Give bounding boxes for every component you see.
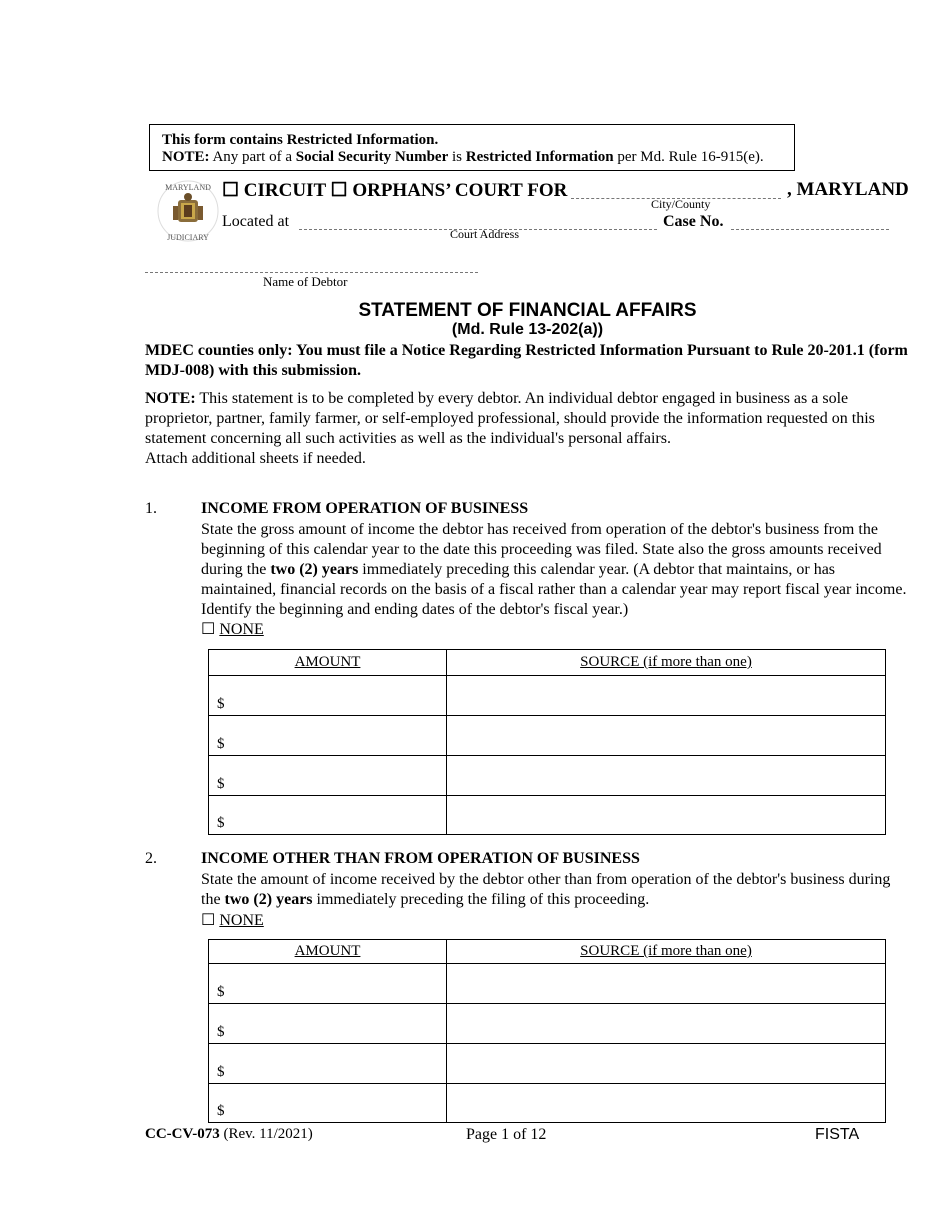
none-option (201, 910, 264, 930)
amount-cell[interactable]: $ (209, 756, 447, 796)
form-code: FISTA (815, 1126, 860, 1143)
table-row (209, 1004, 886, 1044)
table-row (209, 716, 886, 756)
form-id: CC-CV-073 (Rev. 11/2021) (145, 1126, 313, 1142)
source-cell[interactable] (447, 1084, 886, 1123)
note-paragraph: NOTE: This statement is to be completed by every debtor. An individual debtor engaged in business as a sole proprietor, partner, family farmer, or self-employed professional, should provide the information requested on this statement concerning all such activities as well as the individual's personal affairs. (145, 390, 875, 447)
maryland-judiciary-seal-icon (156, 178, 220, 244)
none-checkbox[interactable]: ☐ (201, 621, 216, 638)
page-number: Page 1 of 12 (466, 1126, 547, 1143)
income-table (208, 939, 886, 1123)
income-table (208, 649, 886, 835)
source-cell[interactable] (447, 1004, 886, 1044)
state-label: , MARYLAND (787, 179, 909, 200)
city-county-label: City/County (651, 197, 711, 211)
name-of-debtor-label: Name of Debtor (263, 274, 348, 289)
section-heading: INCOME FROM OPERATION OF BUSINESS (201, 500, 529, 517)
seal-text-bottom: JUDICIARY (167, 233, 209, 242)
table-row (209, 676, 886, 716)
table-row (209, 1084, 886, 1123)
court-address-label: Court Address (450, 227, 519, 241)
located-at-label: Located at (222, 213, 290, 230)
restricted-info-notice (149, 124, 795, 171)
case-number-field[interactable] (731, 229, 889, 230)
none-checkbox[interactable]: ☐ (201, 912, 216, 929)
amount-cell[interactable]: $ (209, 1044, 447, 1084)
section-number: 2. (145, 850, 157, 867)
amount-cell[interactable]: $ (209, 796, 447, 835)
column-header-amount: AMOUNT (209, 650, 447, 676)
source-cell[interactable] (447, 964, 886, 1004)
source-cell[interactable] (447, 756, 886, 796)
none-label: NONE (219, 912, 264, 929)
none-label: NONE (219, 621, 264, 638)
column-header-amount: AMOUNT (209, 940, 447, 964)
source-cell[interactable] (447, 796, 886, 835)
column-header-source: SOURCE (if more than one) (447, 650, 886, 676)
mdec-notice: MDEC counties only: You must file a Notice Regarding Restricted Information Pursuant to Rule 20-201.1 (form MDJ-008) with this submission. (145, 342, 908, 379)
court-type-line: ☐ CIRCUIT ☐ ORPHANS’ COURT FOR (222, 180, 568, 201)
page-subtitle: (Md. Rule 13-202(a)) (451, 321, 604, 338)
source-cell[interactable] (447, 716, 886, 756)
amount-cell[interactable]: $ (209, 964, 447, 1004)
section-description: State the amount of income received by the debtor other than from operation of the debtor's business during the two (2) years immediately preceding the filing of this proceeding. (201, 871, 891, 908)
attach-note: Attach additional sheets if needed. (145, 450, 366, 467)
table-row (209, 796, 886, 835)
name-of-debtor-field[interactable] (145, 272, 478, 273)
notice-line1: This form contains Restricted Information. (162, 132, 439, 148)
source-cell[interactable] (447, 1044, 886, 1084)
amount-cell[interactable]: $ (209, 716, 447, 756)
seal-text-top: MARYLAND (165, 183, 211, 192)
amount-cell[interactable]: $ (209, 676, 447, 716)
table-row (209, 964, 886, 1004)
source-cell[interactable] (447, 676, 886, 716)
amount-cell[interactable]: $ (209, 1004, 447, 1044)
none-option (201, 619, 264, 639)
page-title: STATEMENT OF FINANCIAL AFFAIRS (358, 300, 697, 321)
section-heading: INCOME OTHER THAN FROM OPERATION OF BUSINESS (201, 850, 640, 867)
case-number-label: Case No. (663, 213, 724, 230)
amount-cell[interactable]: $ (209, 1084, 447, 1123)
section-number: 1. (145, 500, 157, 517)
table-row (209, 756, 886, 796)
table-row (209, 1044, 886, 1084)
notice-line2: NOTE: Any part of a Social Security Number is Restricted Information per Md. Rule 16-915(e). (162, 149, 764, 165)
section-description: State the gross amount of income the debtor has received from operation of the debtor's business from the beginning of this calendar year to the date this proceeding was filed. State also the gross amounts received during the two (2) years immediately preceding this calendar year. (A debtor that maintains, or has maintained, financial records on the basis of a fiscal rather than a calendar year may report fiscal year income. Identify the beginning and ending dates of the debtor's fiscal year.) (201, 521, 907, 618)
column-header-source: SOURCE (if more than one) (447, 940, 886, 964)
